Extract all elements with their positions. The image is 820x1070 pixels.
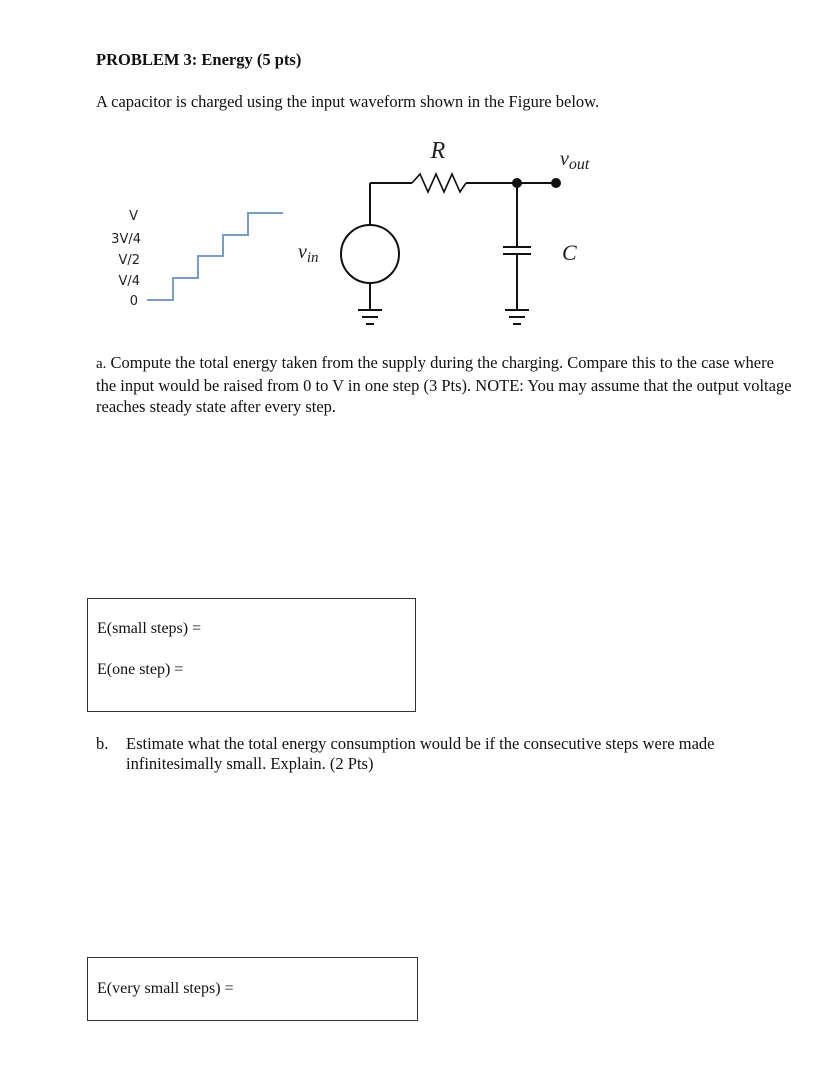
y-label-v4: V/4	[118, 274, 140, 289]
part-b-label: b.	[96, 734, 109, 753]
problem-title: PROBLEM 3: Energy (5 pts)	[96, 50, 302, 69]
part-a-label: a.	[96, 356, 107, 372]
y-label-3v4: 3V/4	[111, 232, 141, 247]
answer-box-b[interactable]	[87, 957, 418, 1021]
vout-label: $v_{out}$	[560, 148, 590, 173]
vout-terminal-dot	[551, 178, 561, 188]
voltage-source-icon	[341, 225, 399, 283]
problem-intro: A capacitor is charged using the input waveform shown in the Figure below.	[96, 92, 600, 111]
ground-icon	[505, 310, 529, 324]
y-label-zero: 0	[129, 294, 138, 309]
part-a-question	[96, 352, 796, 417]
part-b-text: Estimate what the total energy consumption would be if the consecutive steps were made infinitesimally small. Explain. (2 Pts)	[126, 734, 715, 773]
answer-line-small-steps: E(small steps) =	[97, 620, 202, 637]
capacitor-label: C	[562, 240, 577, 265]
answer-line-very-small-steps: E(very small steps) =	[97, 980, 234, 997]
vin-label: $v_{in}$	[298, 241, 319, 266]
resistor-icon	[412, 174, 466, 192]
y-label-v2: V/2	[118, 253, 140, 268]
ground-icon	[358, 310, 382, 324]
resistor-label: R	[430, 138, 446, 164]
answer-line-one-step: E(one step) =	[97, 661, 184, 678]
staircase-waveform	[147, 213, 283, 300]
part-a-text: Compute the total energy taken from the supply during the charging. Compare this to the case where the input would be raised from 0 to V in one step (3 Pts). NOTE: You may assume that the output voltage reaches steady state after every step.	[96, 353, 792, 416]
answer-box-a[interactable]	[87, 598, 416, 712]
circuit-figure	[90, 130, 650, 340]
y-label-v: V	[129, 209, 138, 224]
